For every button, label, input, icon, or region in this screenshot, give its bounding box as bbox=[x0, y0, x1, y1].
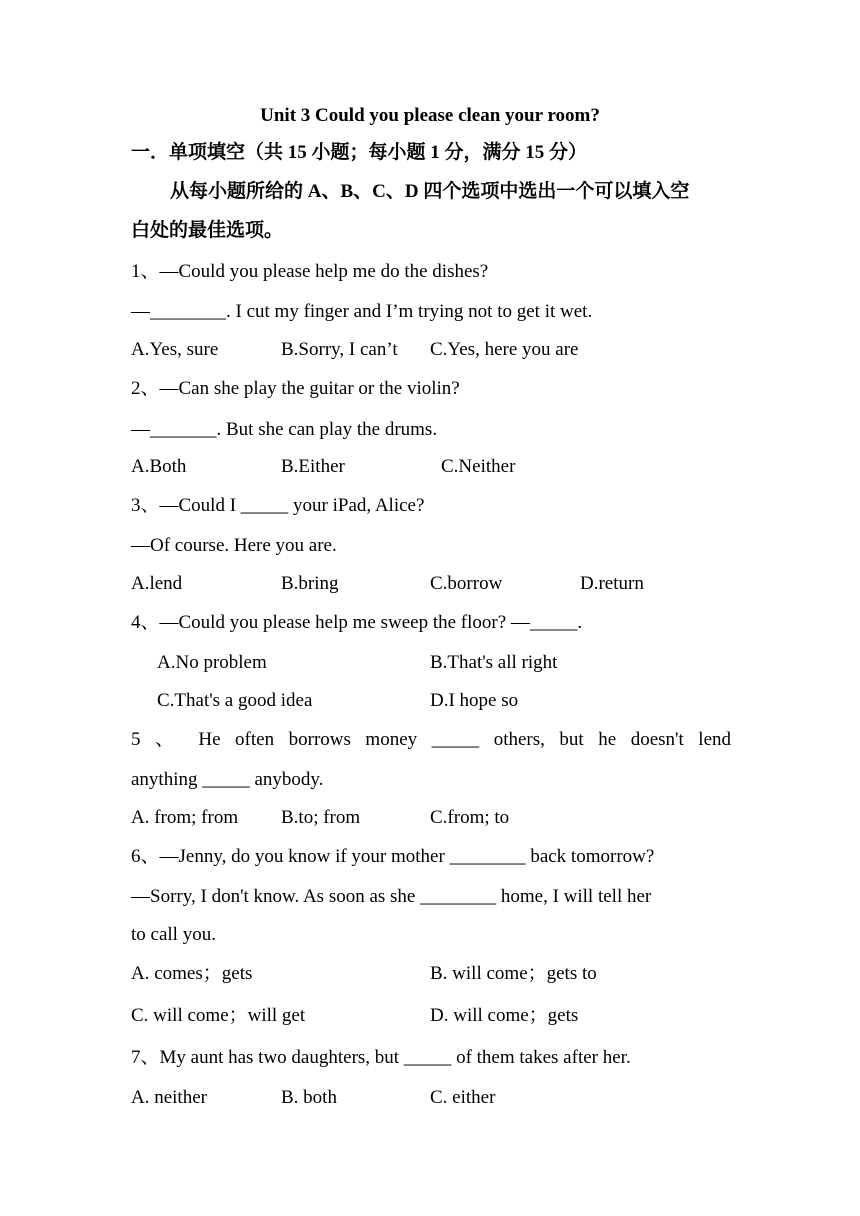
question-6-option-d: D. will come；gets bbox=[430, 1005, 579, 1026]
question-3-line-1: 3、—Could I _____ your iPad, Alice? bbox=[131, 495, 425, 516]
question-6-line-3: to call you. bbox=[131, 924, 216, 945]
question-6-line-1: 6、—Jenny, do you know if your mother ________ back tomorrow? bbox=[131, 846, 655, 867]
question-4-line-1: 4、—Could you please help me sweep the floor? —_____. bbox=[131, 612, 583, 633]
question-3-option-b: B.bring bbox=[281, 573, 339, 594]
question-1-option-b: B.Sorry, I can’t bbox=[281, 339, 398, 360]
question-3-option-a: A.lend bbox=[131, 573, 183, 594]
question-2-option-b: B.Either bbox=[281, 456, 345, 477]
question-4-option-c: C.That's a good idea bbox=[157, 690, 313, 711]
question-7-option-b: B. both bbox=[281, 1087, 337, 1108]
page-title: Unit 3 Could you please clean your room? bbox=[260, 105, 600, 126]
question-3-option-c: C.borrow bbox=[430, 573, 503, 594]
question-2-line-2: —_______. But she can play the drums. bbox=[131, 419, 438, 440]
question-4-option-d: D.I hope so bbox=[430, 690, 519, 711]
question-1-line-1: 1、—Could you please help me do the dishes? bbox=[131, 261, 489, 282]
question-6-line-2: —Sorry, I don't know. As soon as she ________ home, I will tell her bbox=[131, 886, 652, 907]
question-7-option-a: A. neither bbox=[131, 1087, 207, 1108]
question-1-option-c: C.Yes, here you are bbox=[430, 339, 579, 360]
question-3-line-2: —Of course. Here you are. bbox=[131, 535, 337, 556]
question-1-line-2: —________. I cut my finger and I’m trying not to get it wet. bbox=[131, 301, 593, 322]
question-7-option-c: C. either bbox=[430, 1087, 496, 1108]
question-2-option-a: A.Both bbox=[131, 456, 187, 477]
question-5-line-2: anything _____ anybody. bbox=[131, 769, 324, 790]
question-5-option-a: A. from; from bbox=[131, 807, 239, 828]
question-3-option-d: D.return bbox=[580, 573, 644, 594]
question-6-option-a: A. comes；gets bbox=[131, 963, 253, 984]
question-5-line-1: 5 、 He often borrows money _____ others, but he doesn't lend bbox=[131, 729, 731, 750]
question-5-option-c: C.from; to bbox=[430, 807, 510, 828]
question-5-option-b: B.to; from bbox=[281, 807, 361, 828]
question-2-line-1: 2、—Can she play the guitar or the violin? bbox=[131, 378, 460, 399]
question-2-option-c: C.Neither bbox=[441, 456, 516, 477]
question-1-option-a: A.Yes, sure bbox=[131, 339, 219, 360]
question-4-option-b: B.That's all right bbox=[430, 652, 558, 673]
question-7-line-1: 7、My aunt has two daughters, but _____ of them takes after her. bbox=[131, 1047, 631, 1068]
section-heading: 一．单项填空（共 15 小题；每小题 1 分，满分 15 分） bbox=[131, 142, 588, 163]
question-4-option-a: A.No problem bbox=[157, 652, 267, 673]
question-6-option-c: C. will come；will get bbox=[131, 1005, 306, 1026]
question-6-option-b: B. will come；gets to bbox=[430, 963, 597, 984]
instruction-line-2: 白处的最佳选项。 bbox=[131, 220, 284, 241]
instruction-line-1: 从每小题所给的 A、B、C、D 四个选项中选出一个可以填入空 bbox=[170, 181, 690, 202]
